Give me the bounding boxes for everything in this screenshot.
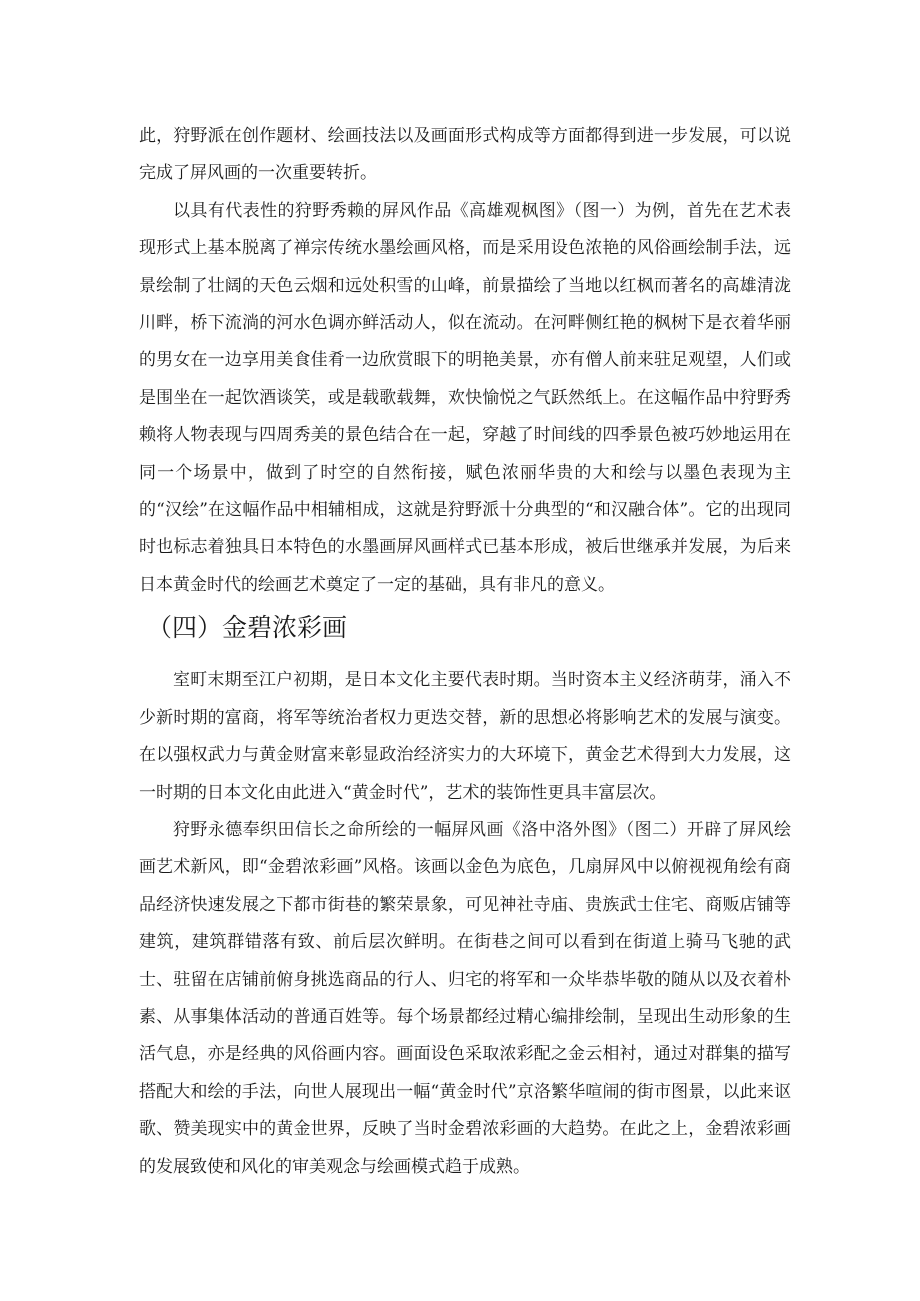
section-heading: （四）金碧浓彩画 (147, 613, 348, 643)
document-page (139, 118, 791, 1186)
paragraph-1: 此，狩野派在创作题材、绘画技法以及画面形式构成等方面都得到进一步发展，可以说完成了屏风画的一次重要转折。 (139, 126, 791, 184)
paragraph-4: 狩野永德奉织田信长之命所绘的一幅屏风画《洛中洛外图》（图二）开辟了屏风绘画艺术新风，即“金碧浓彩画”风格。该画以金色为底色，几扇屏风中以俯视视角绘有商品经济快速发展之下都市街巷的繁荣景象，可见神社寺庙、贵族武士住宅、商贩店铺等建筑，建筑群错落有致、前后层次鲜明。在街巷之间可以看到在街道上骑马飞驰的武士、驻留在店铺前俯身挑选商品的行人、归宅的将军和一众毕恭毕敬的随从以及衣着朴素、从事集体活动的普通百姓等。每个场景都经过精心编排绘制，呈现出生动形象的生活气息，亦是经典的风俗画内容。画面设色采取浓彩配之金云相衬，通过对群集的描写搭配大和绘的手法，向世人展现出一幅“黄金时代”京洛繁华喧闹的街市图景，以此来讴歌、赞美现实中的黄金世界，反映了当时金碧浓彩画的大趋势。在此之上，金碧浓彩画的发展致使和风化的审美观念与绘画模式趋于成熟。 (139, 819, 791, 1177)
paragraph-3: 室町末期至江户初期，是日本文化主要代表时期。当时资本主义经济萌芽，涌入不少新时期的富商，将军等统治者权力更迭交替，新的思想必将影响艺术的发展与演变。在以强权武力与黄金财富来彰显政治经济实力的大环境下，黄金艺术得到大力发展，这一时期的日本文化由此进入“黄金时代”，艺术的装饰性更具丰富层次。 (139, 670, 791, 803)
paragraph-2: 以具有代表性的狩野秀赖的屏风作品《高雄观枫图》（图一）为例，首先在艺术表现形式上基本脱离了禅宗传统水墨绘画风格，而是采用设色浓艳的风俗画绘制手法，远景绘制了壮阔的天色云烟和远处积雪的山峰，前景描绘了当地以红枫而著名的高雄清泷川畔，桥下流淌的河水色调亦鲜活动人，似在流动。在河畔侧红艳的枫树下是衣着华丽的男女在一边享用美食佳肴一边欣赏眼下的明艳美景，亦有僧人前来驻足观望，人们或是围坐在一起饮酒谈笑，或是载歌载舞，欢快愉悦之气跃然纸上。在这幅作品中狩野秀赖将人物表现与四周秀美的景色结合在一起，穿越了时间线的四季景色被巧妙地运用在同一个场景中，做到了时空的自然衔接，赋色浓丽华贵的大和绘与以墨色表现为主的“汉绘”在这幅作品中相辅相成，这就是狩野派十分典型的“和汉融合体”。它的出现同时也标志着独具日本特色的水墨画屏风画样式已基本形成，被后世继承并发展，为后来日本黄金时代的绘画艺术奠定了一定的基础，具有非凡的意义。 (139, 200, 791, 595)
